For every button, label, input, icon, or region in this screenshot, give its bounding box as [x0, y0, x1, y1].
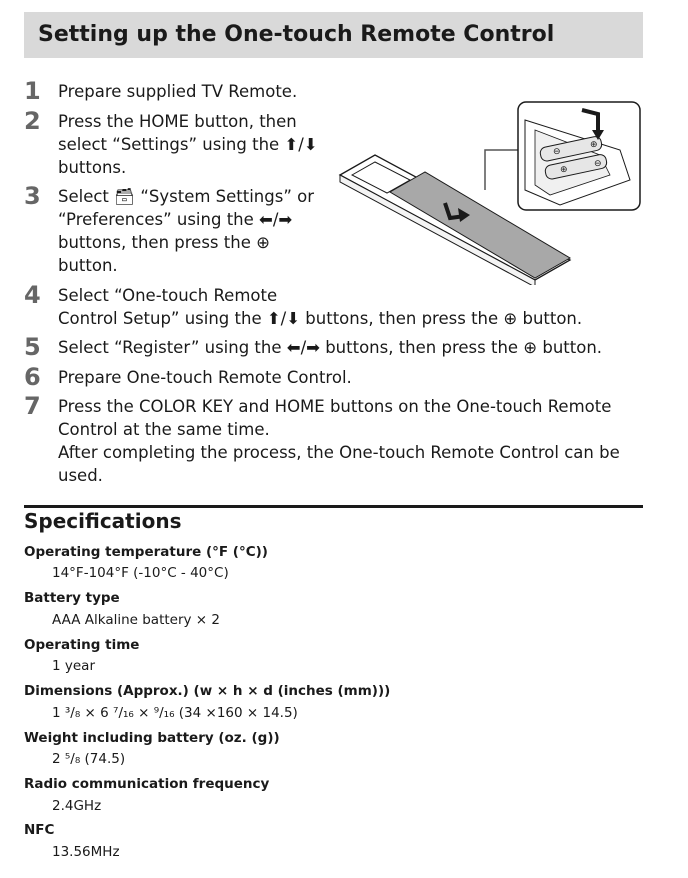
- spec-value: 14°F-104°F (-10°C - 40°C): [52, 565, 229, 581]
- step-line: used.: [58, 466, 103, 485]
- specifications-heading: Specifications: [24, 509, 182, 533]
- spec-value: 2.4GHz: [52, 798, 102, 814]
- step-text: [58, 284, 582, 330]
- step-line: Press the HOME button, then: [58, 112, 297, 131]
- step-line: Select 🗃 “System Settings” or: [58, 187, 315, 206]
- step-text: [58, 110, 318, 179]
- remote-illustration: [330, 100, 645, 285]
- spec-label: Dimensions (Approx.) (w × h × d (inches (mm))): [24, 683, 391, 699]
- step-line: Control at the same time.: [58, 420, 270, 439]
- svg-text:⊕: ⊕: [590, 140, 598, 150]
- step-number: 3: [24, 182, 41, 210]
- svg-text:⊖: ⊖: [594, 159, 602, 169]
- svg-text:⊖: ⊖: [553, 147, 561, 157]
- spec-label: Operating temperature (°F (°C)): [24, 544, 268, 560]
- spec-label: Weight including battery (oz. (g)): [24, 730, 280, 746]
- step-text: [58, 395, 620, 487]
- spec-label: Battery type: [24, 590, 120, 606]
- spec-value: 13.56MHz: [52, 844, 120, 860]
- step-line: Prepare supplied TV Remote.: [58, 82, 298, 101]
- step-number: 4: [24, 281, 41, 309]
- step-text: [58, 80, 297, 103]
- step-text: [58, 366, 352, 389]
- step-number: 7: [24, 392, 41, 420]
- step-number: 5: [24, 333, 41, 361]
- spec-label: NFC: [24, 822, 55, 838]
- step-line: Control Setup” using the ⬆/⬇ buttons, then press the ⊕ button.: [58, 309, 583, 328]
- step-line: Press the COLOR KEY and HOME buttons on the One-touch Remote: [58, 397, 612, 416]
- step-text: [58, 185, 314, 277]
- spec-value: 1 year: [52, 658, 95, 674]
- spec-value: AAA Alkaline battery × 2: [52, 612, 220, 628]
- page-title: Setting up the One-touch Remote Control: [38, 22, 555, 47]
- step-line: Select “One-touch Remote: [58, 286, 278, 305]
- step-line: buttons, then press the ⊕: [58, 233, 270, 252]
- step-line: After completing the process, the One-touch Remote Control can be: [58, 443, 620, 462]
- step-number: 2: [24, 107, 41, 135]
- step-text: [58, 336, 602, 359]
- step-number: 6: [24, 363, 41, 391]
- spec-value: 1 ³/₈ × 6 ⁷/₁₆ × ⁹/₁₆ (34 ×160 × 14.5): [52, 705, 298, 721]
- spec-label: Operating time: [24, 637, 140, 653]
- section-header: [24, 12, 643, 58]
- step-number: 1: [24, 77, 41, 105]
- step-line: select “Settings” using the ⬆/⬇: [58, 135, 318, 154]
- step-line: “Preferences” using the ⬅/➡: [58, 210, 293, 229]
- remote-battery-diagram: [330, 100, 645, 285]
- spec-label: Radio communication frequency: [24, 776, 270, 792]
- spec-value: 2 ⁵/₈ (74.5): [52, 751, 126, 767]
- svg-text:⊕: ⊕: [560, 165, 568, 175]
- step-line: buttons.: [58, 158, 127, 177]
- step-line: Prepare One-touch Remote Control.: [58, 368, 352, 387]
- step-line: button.: [58, 256, 118, 275]
- step-line: Select “Register” using the ⬅/➡ buttons, then press the ⊕ button.: [58, 338, 603, 357]
